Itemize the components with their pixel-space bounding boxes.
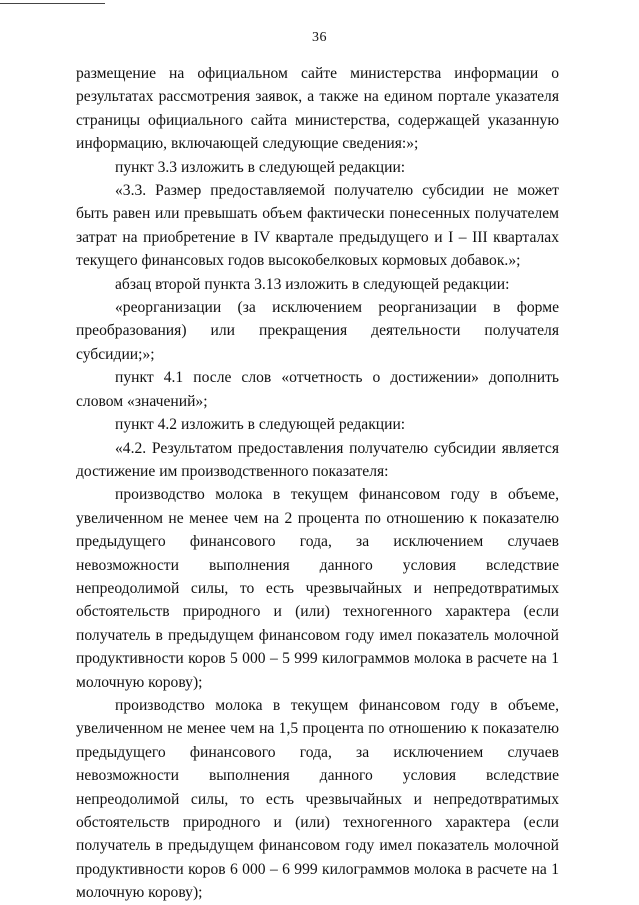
- paragraph-amendment-4-1: пункт 4.1 после слов «отчетность о достижении» дополнить словом «значений»;: [76, 369, 559, 410]
- paragraph-continuation: размещение на официальном сайте министерства информации о результатах рассмотрения заявок, а также на едином портале указателя страницы официального сайта министерства, содержащей указанную информацию, включающей следующие сведения:»;: [76, 65, 559, 153]
- paragraph-clause-3-13: «реорганизации (за исключением реорганизации в форме преобразования) или прекращения деятельности получателя субсидии;»;: [76, 299, 559, 363]
- paragraph-amendment-3-3: пункт 3.3 изложить в следующей редакции:: [115, 158, 406, 176]
- document-body: [76, 62, 559, 905]
- paragraph-clause-3-3: «3.3. Размер предоставляемой получателю субсидии не может быть равен или превышать объем фактически понесенных получателем затрат на приобретение в IV квартале предыдущего и I – III кварталах текущего финансовых годов высокобелковых кормовых добавок.»;: [76, 182, 559, 270]
- paragraph-amendment-4-2: пункт 4.2 изложить в следующей редакции:: [115, 416, 406, 434]
- paragraph-amendment-3-13: абзац второй пункта 3.13 изложить в следующей редакции:: [115, 275, 510, 293]
- page-number: 36: [312, 30, 327, 45]
- paragraph-clause-4-2: «4.2. Результатом предоставления получателю субсидии является достижение им производственного показателя:: [76, 439, 559, 480]
- scan-edge-mark: [0, 0, 105, 4]
- list-item-milk-2-percent: производство молока в текущем финансовом году в объеме, увеличенном не менее чем на 2 процента по отношению к показателю предыдущего финансового года, за исключением случаев невозможности выполнения данного условия вследствие непреодолимой силы, то есть чрезвычайных и непредотвратимых обстоятельств природного и (или) техногенного характера (если получатель в предыдущем финансовом году имел показатель молочной продуктивности коров 5 000 – 5 999 килограммов молока в расчете на 1 молочную корову);: [76, 486, 559, 691]
- list-item-milk-1-5-percent: производство молока в текущем финансовом году в объеме, увеличенном не менее чем на 1,5 процента по отношению к показателю предыдущего финансового года, за исключением случаев невозможности выполнения данного условия вследствие непреодолимой силы, то есть чрезвычайных и непредотвратимых обстоятельств природного и (или) техногенного характера (если получатель в предыдущем финансовом году имел показатель молочной продуктивности коров 6 000 – 6 999 килограммов молока в расчете на 1 молочную корову);: [76, 696, 559, 902]
